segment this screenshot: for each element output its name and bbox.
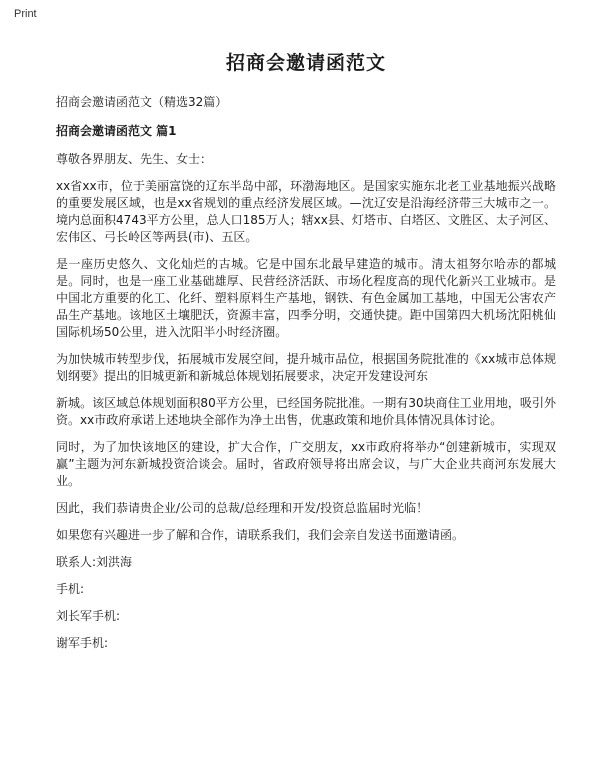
- paragraph-intro: xx省xx市，位于美丽富饶的辽东半岛中部，环渤海地区。是国家实施东北老工业基地振兴战略的重要发展区域，也是xx省规划的重点经济发展区域。—沈辽安是沿海经济带三大城市之一。境内总面积4743平方公里，总人口185万人；辖xx县、灯塔市、白塔区、文胜区、太子河区、宏伟区、弓长岭区等两县(市)、五区。: [56, 179, 556, 244]
- paragraph-conference: 同时，为了加快该地区的建设，扩大合作，广交朋友，xx市政府将举办“创建新城市，实现双赢”主题为河东新城投资洽谈会。届时，省政府领导将出席会议，与广大企业共商河东发展大业。: [56, 440, 556, 488]
- paragraph-invitation: 因此，我们恭请贵企业/公司的总裁/总经理和开发/投资总监届时光临！: [56, 501, 429, 515]
- paragraph-contact-us: 如果您有兴趣进一步了解和合作，请联系我们，我们会亲自发送书面邀请函。: [56, 528, 465, 542]
- greeting: 尊敬各界朋友、先生、女士：: [56, 152, 213, 166]
- paragraph-history: 是一座历史悠久、文化灿烂的古城。它是中国东北最早建造的城市。清太祖努尔哈赤的都城是。同时，也是一座工业基础雄厚、民营经济活跃、市场化程度高的现代化新兴工业城市。是中国北方重要的化工、化纤、塑料原料生产基地，钢铁、有色金属加工基地，中国无公害农产品生产基地。该地区土壤肥沃，资源丰富，四季分明，交通快捷。距中国第四大机场沈阳桃仙国际机场50公里，进入沈阳半小时经济圈。: [56, 257, 556, 339]
- paragraph-development-plan: 为加快城市转型步伐，拓展城市发展空间，提升城市品位，根据国务院批准的《xx城市总体规划纲要》提出的旧城更新和新城总体规划拓展要求，决定开发建设河东: [56, 352, 556, 383]
- section-heading: 招商会邀请函范文 篇1: [56, 124, 177, 138]
- contact-phone-xie: 谢军手机:: [56, 636, 109, 650]
- print-link[interactable]: Print: [14, 8, 37, 20]
- document-page: [56, 48, 556, 662]
- contact-person: 联系人:刘洪海: [56, 555, 133, 569]
- contact-phone-liu: 刘长军手机:: [56, 609, 121, 623]
- page-title: 招商会邀请函范文: [225, 52, 386, 74]
- paragraph-new-city: 新城。该区域总体规划面积80平方公里，已经国务院批准。一期有30块商住工业用地，吸引外资。xx市政府承诺上述地块全部作为净土出售，优惠政策和地价具体情况具体讨论。: [56, 396, 556, 427]
- document-subtitle: 招商会邀请函范文（精选32篇）: [56, 95, 228, 109]
- contact-phone: 手机:: [56, 582, 85, 596]
